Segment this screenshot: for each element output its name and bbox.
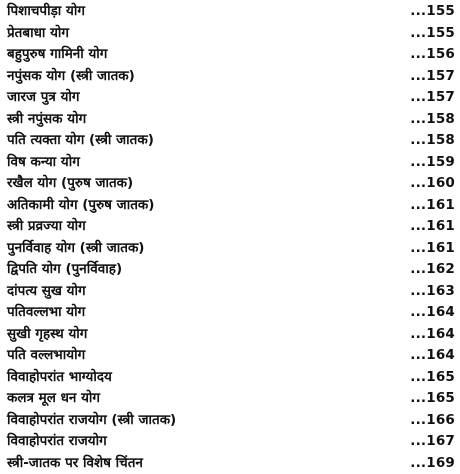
toc-entry-page: ...163 <box>410 282 455 299</box>
toc-entry-page: ...156 <box>410 46 455 62</box>
toc-entry-title: स्त्री नपुंसक योग <box>7 110 87 127</box>
toc-entry-title: नपुंसक योग (स्त्री जातक) <box>7 67 135 84</box>
toc-entry-page: ...161 <box>410 218 455 234</box>
toc-entry-title: पति वल्लभायोग <box>7 347 86 363</box>
toc-entry-title: पति त्यक्ता योग (स्त्री जातक) <box>7 132 154 148</box>
toc-entry-title: विवाहोपरांत राजयोग <box>7 433 107 449</box>
toc-entry-page: ...155 <box>410 3 455 19</box>
toc-entry <box>0 43 460 65</box>
toc-entry-page: ...164 <box>410 304 455 320</box>
toc-entry-page: ...165 <box>410 368 455 385</box>
toc-entry-page: ...169 <box>410 454 455 471</box>
toc-entry-page: ...157 <box>410 89 455 105</box>
toc-entry <box>0 65 460 87</box>
toc-entry-title: बहुपुरुष गामिनी योग <box>7 46 108 62</box>
toc-entry-page: ...155 <box>410 24 455 41</box>
toc-entry-title: विष कन्या योग <box>7 153 80 170</box>
toc-entry <box>0 215 460 237</box>
toc-entry-title: पुनर्विवाह योग (स्त्री जातक) <box>7 239 145 256</box>
toc-entry <box>0 0 460 22</box>
toc-entry <box>0 301 460 323</box>
toc-entry-page: ...158 <box>410 132 455 148</box>
toc-entry-title: विवाहोपरांत राजयोग (स्त्री जातक) <box>7 411 177 428</box>
toc-entry-page: ...161 <box>410 239 455 256</box>
toc-entry-page: ...162 <box>410 261 455 277</box>
toc-entry <box>0 258 460 280</box>
toc-entry-title: रखैल योग (पुरुष जातक) <box>7 175 134 191</box>
toc-entry-page: ...164 <box>410 325 455 342</box>
toc-entry-page: ...165 <box>410 390 455 406</box>
toc-entry <box>0 344 460 366</box>
toc-entry-page: ...160 <box>410 175 455 191</box>
toc-entry-title: जारज पुत्र योग <box>7 89 80 105</box>
toc-entry-title: कलत्र मूल धन योग <box>7 390 101 406</box>
toc-entry <box>0 237 460 259</box>
toc-entry <box>0 409 460 431</box>
toc-entry <box>0 129 460 151</box>
toc-entry <box>0 323 460 345</box>
toc-entry-page: ...158 <box>410 110 455 127</box>
toc-entry-title: दांपत्य सुख योग <box>7 282 86 299</box>
toc-entry-page: ...166 <box>410 411 455 428</box>
toc-entry-page: ...161 <box>410 196 455 213</box>
toc-entry-title: प्रेतबाधा योग <box>7 24 70 41</box>
toc-entry-title: स्त्री प्रव्रज्या योग <box>7 218 86 234</box>
toc-entry-page: ...164 <box>410 347 455 363</box>
toc-entry <box>0 387 460 409</box>
toc-entry <box>0 452 460 474</box>
toc-entry-page: ...167 <box>410 433 455 449</box>
toc-entry <box>0 172 460 194</box>
toc-entry-title: पतिवल्लभा योग <box>7 304 86 320</box>
toc-entry-title: द्विपति योग (पुनर्विवाह) <box>7 261 123 277</box>
toc-entry <box>0 366 460 388</box>
toc-entry-title: अतिकामी योग (पुरुष जातक) <box>7 196 155 213</box>
toc-entry-title: पिशाचपीड़ा योग <box>7 3 85 19</box>
toc-entry-page: ...157 <box>410 67 455 84</box>
toc-entry <box>0 86 460 108</box>
toc-entry <box>0 280 460 302</box>
toc-entry-page: ...159 <box>410 153 455 170</box>
toc-entry <box>0 108 460 130</box>
toc-entry-title: स्त्री-जातक पर विशेष चिंतन <box>7 454 143 471</box>
toc-entry-title: विवाहोपरांत भाग्योदय <box>7 368 112 385</box>
toc-entry-title: सुखी गृहस्थ योग <box>7 325 88 342</box>
toc-entry <box>0 22 460 44</box>
toc-entry <box>0 430 460 452</box>
toc-entry <box>0 151 460 173</box>
toc-entry <box>0 194 460 216</box>
